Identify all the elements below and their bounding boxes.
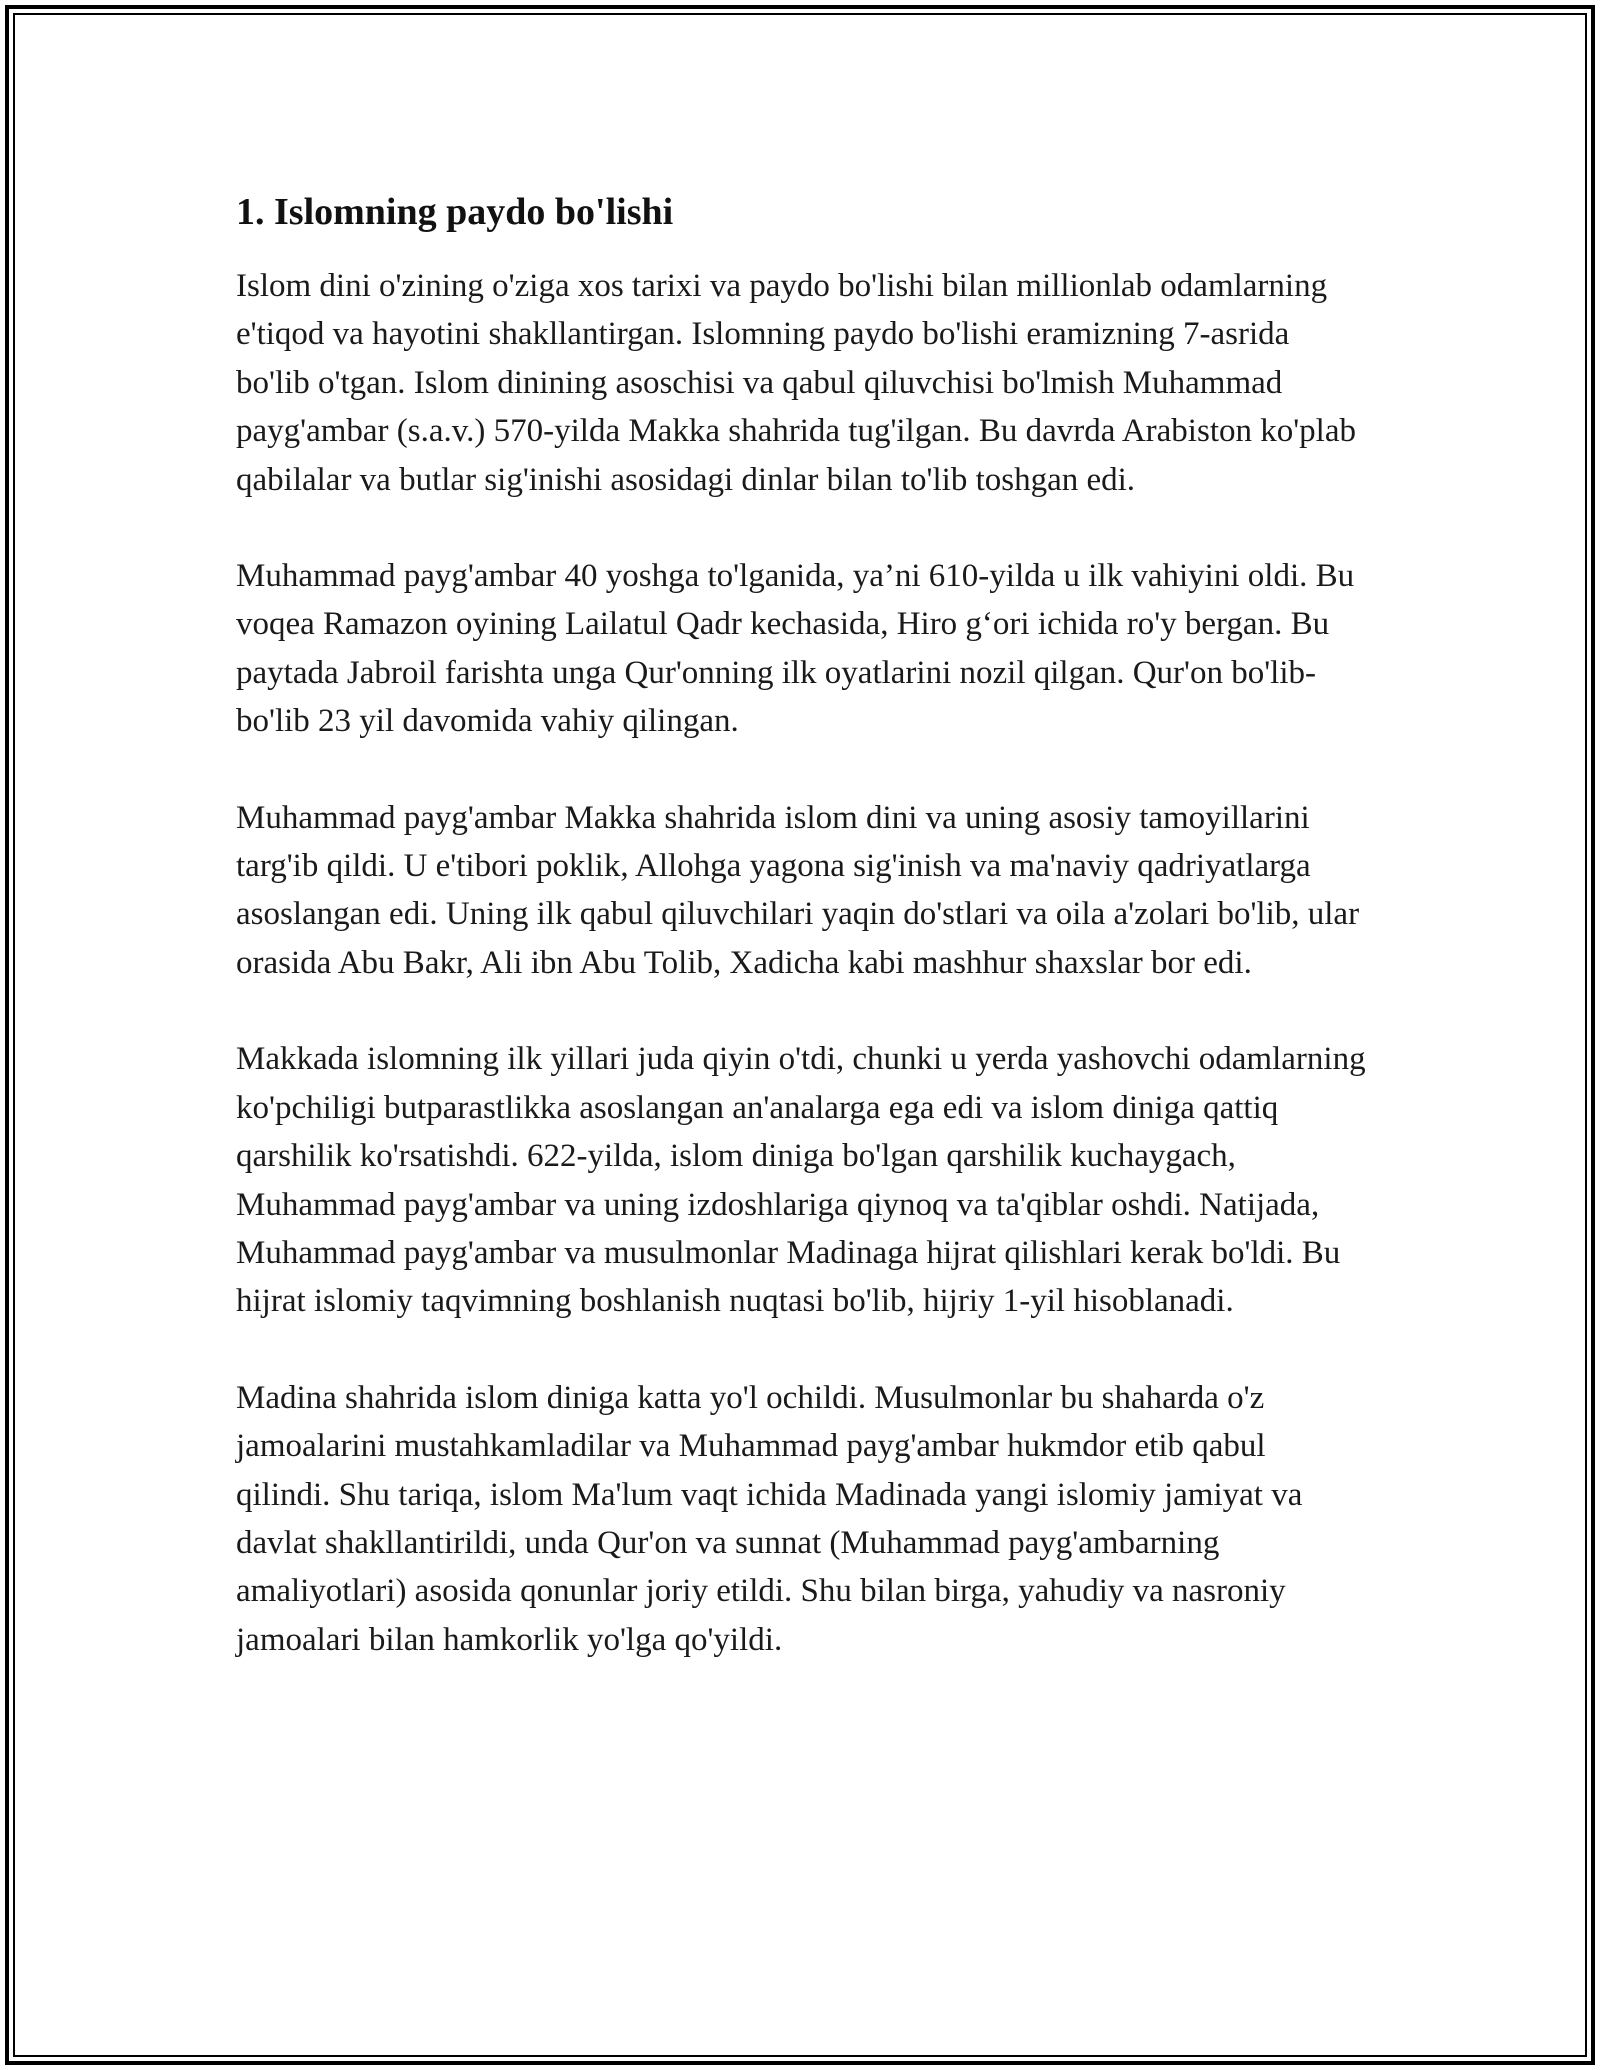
paragraph-4: Makkada islomning ilk yillari juda qiyin o'tdi, chunki u yerda yashovchi odamlarning ko'pchiligi butparastlikka asoslangan an'analarga ega edi va islom diniga qattiq qarshilik ko'rsatishdi. 622-yilda, islom diniga bo'lgan qarshilik kuchaygach, Muhammad payg'ambar va uning izdoshlariga qiynoq va ta'qiblar oshdi. Natijada, Muhammad payg'ambar va musulmonlar Madinaga hijrat qilishlari kerak bo'ldi. Bu hijrat islomiy taqvimning boshlanish nuqtasi bo'lib, hijriy 1-yil hisoblanadi. (236, 1041, 1366, 1320)
paragraph-2: Muhammad payg'ambar 40 yoshga to'lganida, ya’ni 610-yilda u ilk vahiyini oldi. Bu voqea Ramazon oyining Lailatul Qadr kechasida, Hiro g‘ori ichida ro'y bergan. Bu paytada Jabroil farishta unga Qur'onning ilk oyatlarini nozil qilgan. Qur'on bo'lib-bo'lib 23 yil davomida vahiy qilingan. (236, 558, 1355, 740)
paragraph-3: Muhammad payg'ambar Makka shahrida islom dini va uning asosiy tamoyillarini targ'ib qildi. U e'tibori poklik, Allohga yagona sig'inish va ma'naviy qadriyatlarga asoslangan edi. Uning ilk qabul qiluvchilari yaqin do'stlari va oila a'zolari bo'lib, ular orasida Abu Bakr, Ali ibn Abu Tolib, Xadicha kabi mashhur shaxslar bor edi. (236, 799, 1360, 981)
section-heading: 1. Islomning paydo bo'lishi (236, 191, 674, 233)
paragraph-1: Islom dini o'zining o'ziga xos tarixi va paydo bo'lishi bilan millionlab odamlarning e'tiqod va hayotini shakllantirgan. Islomning paydo bo'lishi eramizning 7-asrida bo'lib o'tgan. Islom dinining asoschisi va qabul qiluvchisi bo'lmish Muhammad payg'ambar (s.a.v.) 570-yilda Makka shahrida tug'ilgan. Bu davrda Arabiston ko'plab qabilalar va butlar sig'inishi asosidagi dinlar bilan to'lib toshgan edi. (236, 268, 1357, 498)
paragraph-5: Madina shahrida islom diniga katta yo'l ochildi. Musulmonlar bu shaharda o'z jamoalarini mustahkamladilar va Muhammad payg'ambar hukmdor etib qabul qilindi. Shu tariqa, islom Ma'lum vaqt ichida Madinada yangi islomiy jamiyat va davlat shakllantirildi, unda Qur'on va sunnat (Muhammad payg'ambarning amaliyotlari) asosida qonunlar joriy etildi. Shu bilan birga, yahudiy va nasroniy jamoalari bilan hamkorlik yo'lga qo'yildi. (236, 1379, 1303, 1658)
document-body (236, 188, 1366, 1712)
